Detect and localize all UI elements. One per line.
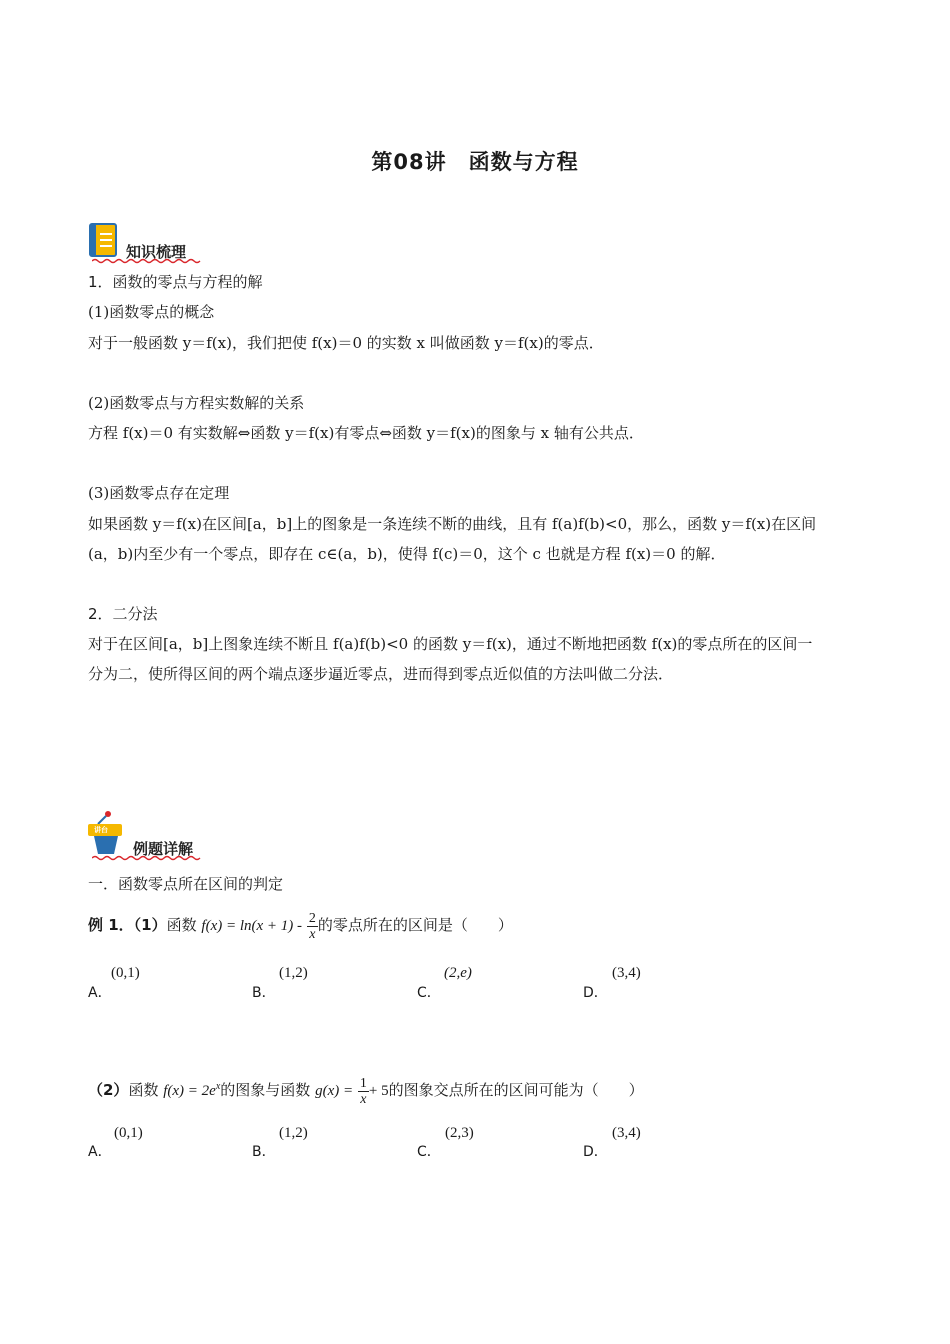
subheading-theorem: (3)函数零点存在定理 <box>88 484 230 502</box>
subheading-concept: (1)函数零点的概念 <box>88 303 215 321</box>
option-d-value: (3,4) <box>612 1125 641 1141</box>
formula-fraction: $\frac{1}{x}$ <box>359 1075 367 1107</box>
option-b-value: (1,2) <box>279 1125 308 1141</box>
option-c[interactable]: C． <box>417 985 441 1001</box>
tail-text: 的图象交点所在的区间可能为（ ） <box>388 1081 644 1099</box>
squiggle-underline <box>92 855 204 861</box>
part-label: （2） <box>88 1081 129 1099</box>
section-badge-knowledge: 知识梳理 <box>126 243 187 261</box>
option-d[interactable]: D． <box>583 985 608 1001</box>
squiggle-underline <box>92 258 204 264</box>
theorem-text-2: (a，b)内至少有一个零点，即存在 c∈(a，b)，使得 f(c)＝0，这个 c 也就是方程 f(x)＝0 的解． <box>88 545 726 563</box>
heading-bisection: 2．二分法 <box>88 605 158 623</box>
formula-left: f(x) = ln(x + 1) - <box>201 918 303 934</box>
option-b[interactable]: B． <box>252 985 276 1001</box>
formula-f-exponent: x <box>215 1081 221 1092</box>
heading-zero-interval: 一．函数零点所在区间的判定 <box>88 875 284 893</box>
page-title: 第08讲 函数与方程 <box>371 150 579 174</box>
podium-label: 讲台 <box>94 826 108 834</box>
heading-zeros: 1．函数的零点与方程的解 <box>88 273 263 291</box>
part-label: （1） <box>133 916 167 934</box>
lead-text: 函数 <box>128 1081 159 1099</box>
option-a[interactable]: A． <box>88 1144 112 1160</box>
option-c[interactable]: C． <box>417 1144 441 1160</box>
option-a-value: (0,1) <box>111 965 140 981</box>
example-label: 例 1． <box>88 916 134 934</box>
lead-text: 函数 <box>166 916 197 934</box>
concept-text: 对于一般函数 y＝f(x)，我们把使 f(x)＝0 的实数 x 叫做函数 y＝f(x)的零点． <box>88 334 604 352</box>
section-badge-examples: 例题详解 <box>133 840 194 858</box>
bisection-text-1: 对于在区间[a，b]上图象连续不断且 f(a)f(b)<0 的函数 y＝f(x)，通过不断地把函数 f(x)的零点所在的区间一 <box>88 635 813 653</box>
formula-fraction: $\frac{2}{x}$ <box>308 910 316 942</box>
option-b[interactable]: B． <box>252 1144 276 1160</box>
bisection-text-2: 分为二，使所得区间的两个端点逐步逼近零点，进而得到零点近似值的方法叫做二分法． <box>88 665 674 683</box>
option-c-value: (2,3) <box>445 1125 474 1141</box>
option-d-value: (3,4) <box>612 965 641 981</box>
formula-g: g(x) = <box>315 1083 354 1099</box>
relation-text: 方程 f(x)＝0 有实数解⇔函数 y＝f(x)有零点⇔函数 y＝f(x)的图象与 x 轴有公共点． <box>88 424 644 442</box>
option-a-value: (0,1) <box>114 1125 143 1141</box>
example-2-question <box>88 1070 644 1108</box>
example-1-question <box>88 908 513 943</box>
formula-f: f(x) = 2e <box>163 1083 216 1099</box>
option-a[interactable]: A． <box>88 985 112 1001</box>
option-d[interactable]: D． <box>583 1144 608 1160</box>
tail-text: 的零点所在的区间是（ ） <box>317 916 513 934</box>
mid-text: 的图象与函数 <box>220 1081 311 1099</box>
option-c-value: (2,e) <box>444 965 472 981</box>
theorem-text-1: 如果函数 y＝f(x)在区间[a，b]上的图象是一条连续不断的曲线，且有 f(a)f(b)<0，那么，函数 y＝f(x)在区间 <box>88 515 817 533</box>
subheading-relation: (2)函数零点与方程实数解的关系 <box>88 394 305 412</box>
option-b-value: (1,2) <box>279 965 308 981</box>
formula-g-right: + 5 <box>368 1083 389 1099</box>
